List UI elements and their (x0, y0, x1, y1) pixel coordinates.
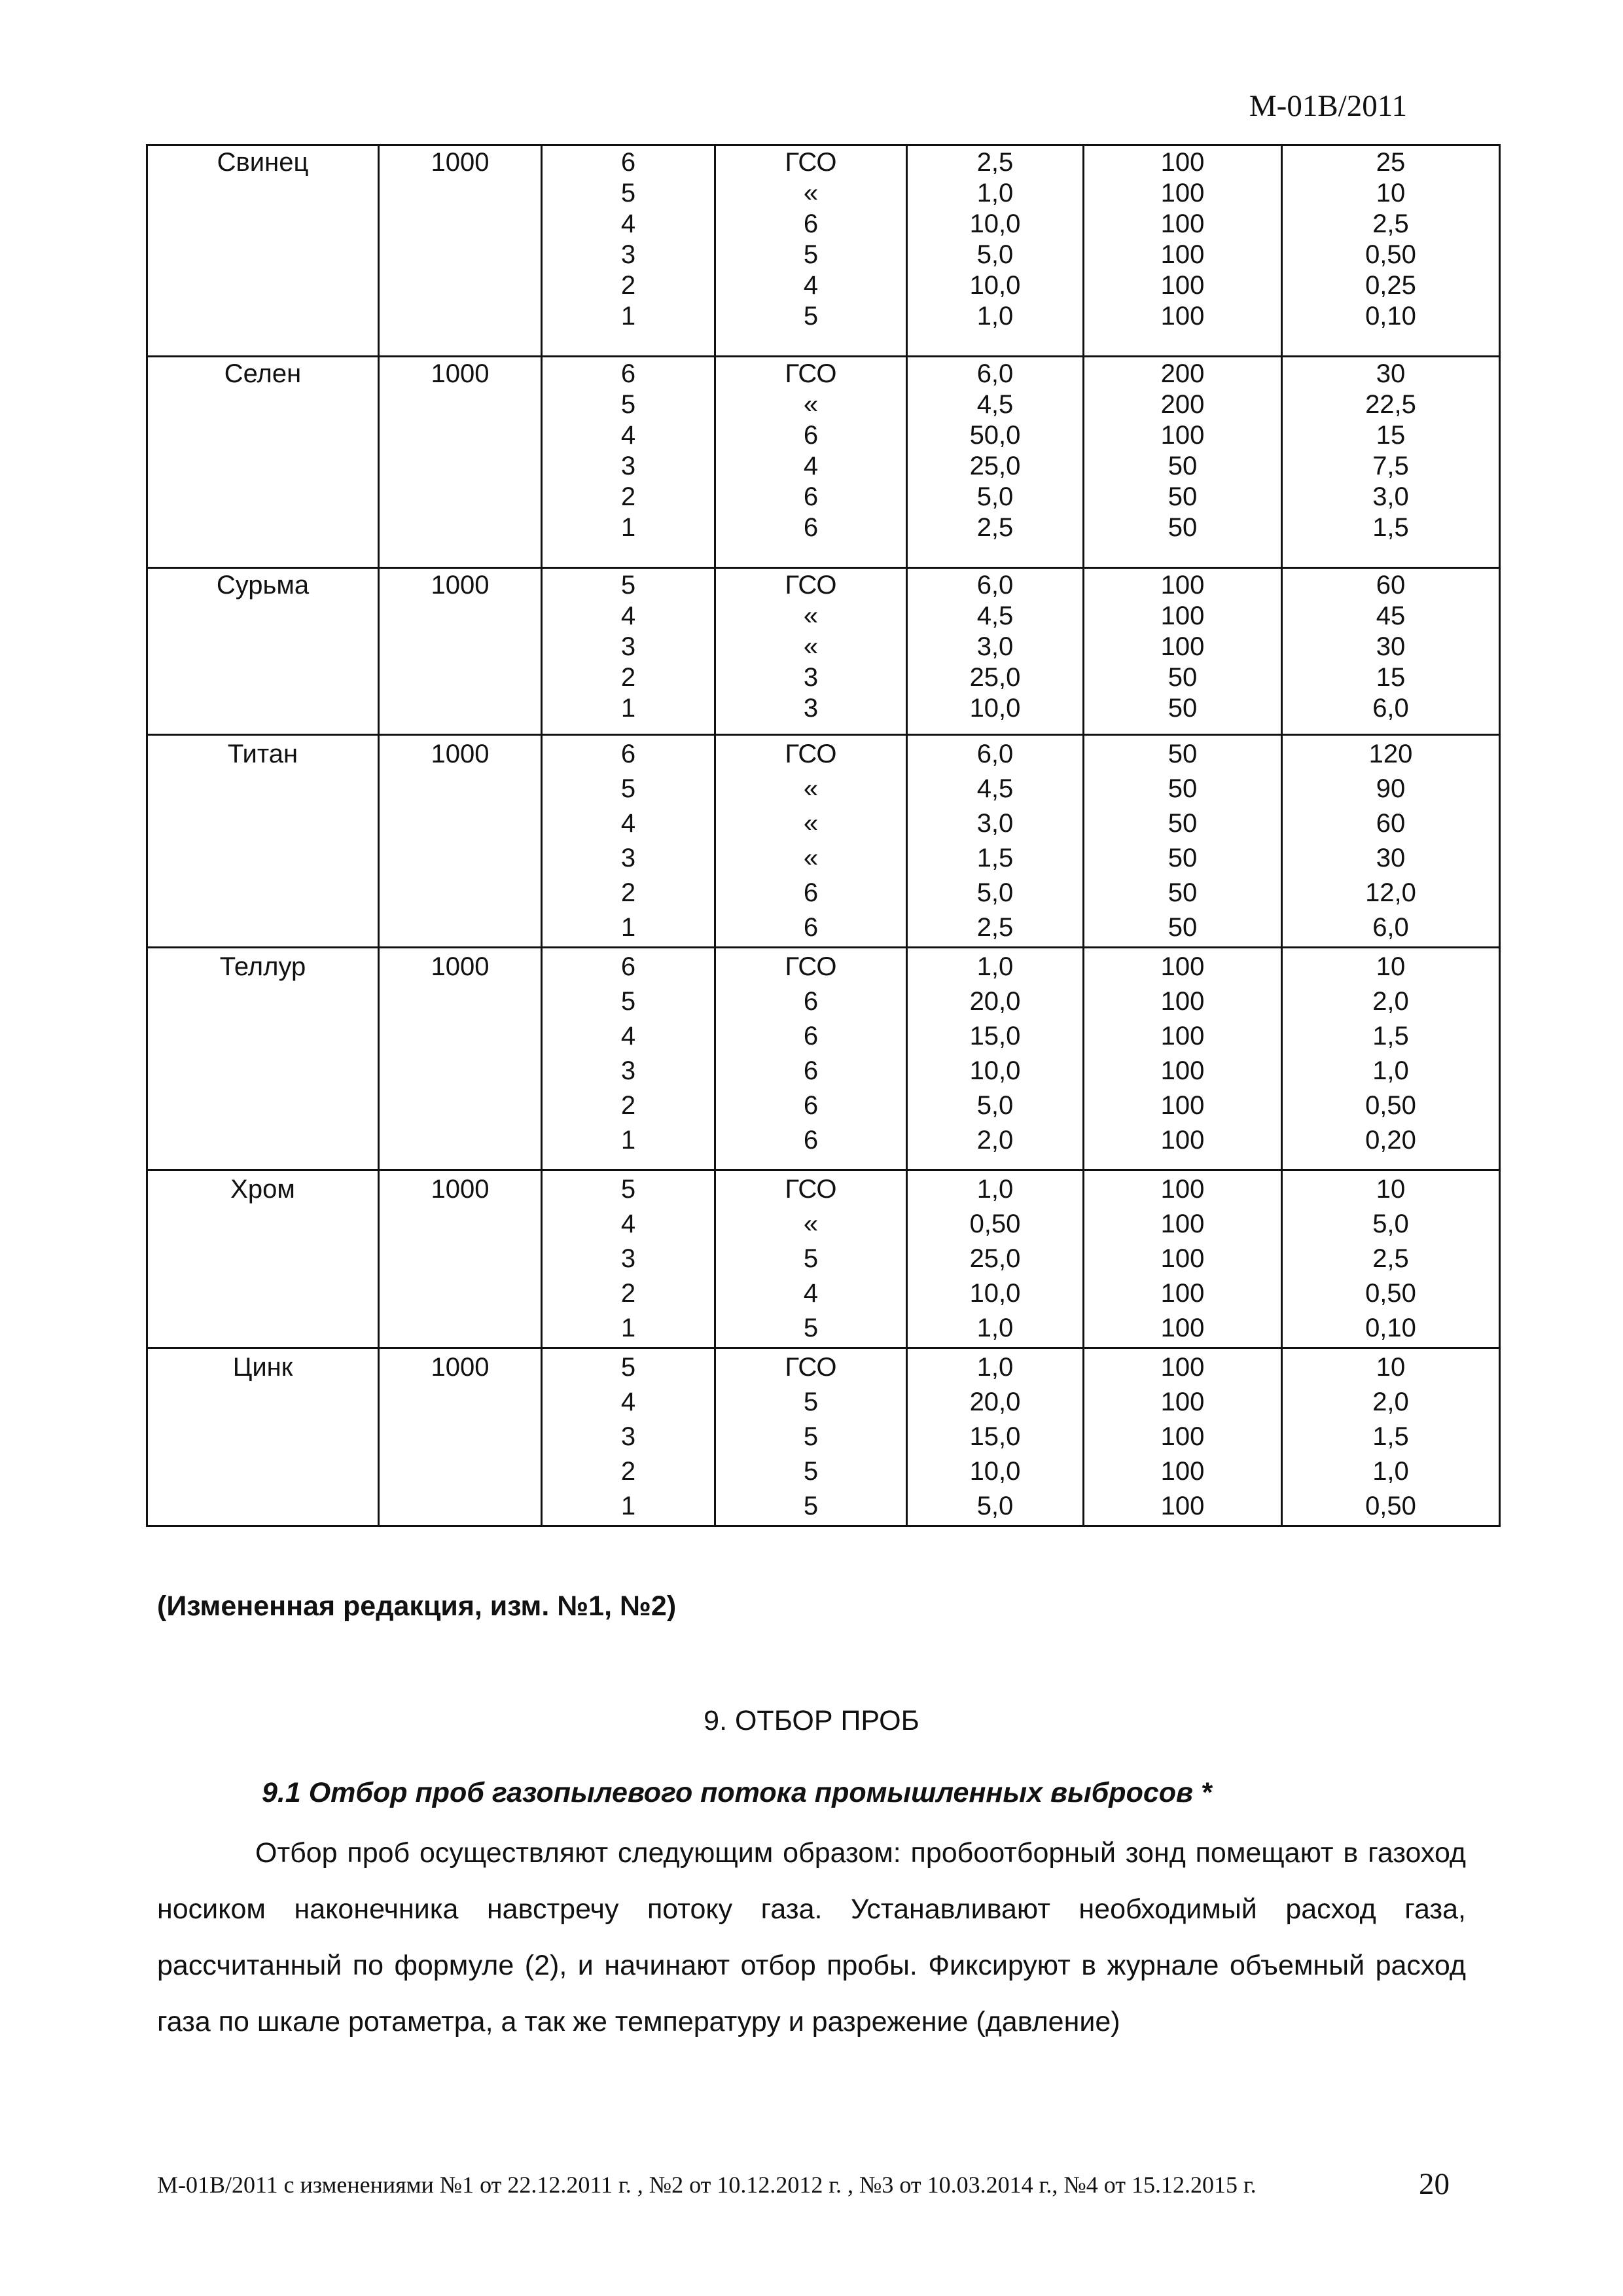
concentrations-value: 0,50 (1365, 1279, 1416, 1308)
table-row (147, 1170, 1500, 1348)
element-name-cell (147, 1348, 379, 1526)
row-volumes-cell (907, 948, 1084, 1170)
element-name-cell (147, 735, 379, 948)
volumes-value: 1,0 (976, 179, 1014, 207)
volumes-value: 1,0 (976, 302, 1014, 331)
concentrations-value: 2,0 (1372, 987, 1409, 1016)
concentrations-value: 90 (1376, 774, 1406, 803)
row-volumes-cell (907, 1170, 1084, 1348)
mass-cell (379, 948, 542, 1170)
row-totals-cell (1084, 1170, 1282, 1348)
element-name: Сурьма (216, 571, 310, 600)
row-totals-cell (1084, 948, 1282, 1170)
totals-value: 50 (1168, 809, 1198, 838)
concentrations-value: 60 (1376, 571, 1406, 600)
volumes-value: 5,0 (976, 240, 1014, 269)
page-number: 20 (1419, 2167, 1450, 2201)
row-numbers-cell (542, 357, 715, 568)
row-sources-cell (715, 1348, 907, 1526)
row-concentrations-cell (1282, 357, 1500, 568)
totals-value: 100 (1160, 179, 1205, 207)
mass-value: 1000 (431, 740, 490, 768)
numbers-value: 6 (620, 148, 636, 177)
volumes-value: 0,50 (969, 1210, 1021, 1238)
mass-cell (379, 735, 542, 948)
numbers-value: 1 (620, 694, 636, 723)
numbers-value: 2 (620, 1279, 636, 1308)
totals-value: 100 (1160, 1091, 1205, 1120)
concentrations-value: 120 (1368, 740, 1413, 768)
totals-value: 50 (1168, 878, 1198, 907)
numbers-value: 1 (620, 1126, 636, 1155)
totals-value: 100 (1160, 1388, 1205, 1416)
element-name-cell (147, 948, 379, 1170)
sources-value: 6 (803, 987, 819, 1016)
element-name: Свинец (217, 148, 309, 177)
concentrations-value: 10 (1376, 1353, 1406, 1382)
volumes-value: 1,5 (976, 844, 1014, 872)
concentrations-value: 15 (1376, 663, 1406, 692)
row-totals-cell (1084, 1348, 1282, 1526)
concentrations-value: 10 (1376, 1175, 1406, 1204)
volumes-value: 10,0 (969, 1056, 1021, 1085)
concentrations-value: 0,10 (1365, 1314, 1416, 1342)
sources-value: 6 (803, 1022, 819, 1050)
volumes-value: 1,0 (976, 1175, 1014, 1204)
numbers-value: 3 (620, 452, 636, 480)
sources-value: 6 (803, 421, 819, 450)
numbers-value: 1 (620, 1492, 636, 1520)
sources-value: ГСО (785, 359, 837, 388)
totals-value: 100 (1160, 571, 1205, 600)
sources-value: 4 (803, 271, 819, 300)
concentrations-value: 6,0 (1372, 694, 1409, 723)
concentrations-value: 60 (1376, 809, 1406, 838)
totals-value: 100 (1160, 987, 1205, 1016)
volumes-value: 2,5 (976, 513, 1014, 542)
totals-value: 50 (1168, 452, 1198, 480)
volumes-value: 4,5 (976, 390, 1014, 419)
volumes-value: 10,0 (969, 209, 1021, 238)
sources-value: ГСО (785, 1175, 837, 1204)
element-name-cell (147, 357, 379, 568)
volumes-value: 10,0 (969, 1279, 1021, 1308)
totals-value: 200 (1160, 390, 1205, 419)
footer-text: М-01В/2011 с изменениями №1 от 22.12.2011 г. , №2 от 10.12.2012 г. , №3 от 10.03.2014 г., №4 от 15.12.2015 г. (157, 2172, 1257, 2198)
element-name-cell (147, 568, 379, 735)
numbers-value: 2 (620, 663, 636, 692)
totals-value: 100 (1160, 209, 1205, 238)
row-concentrations-cell (1282, 145, 1500, 357)
totals-value: 100 (1160, 271, 1205, 300)
row-volumes-cell (907, 1348, 1084, 1526)
element-name: Теллур (219, 952, 306, 981)
numbers-value: 4 (620, 421, 636, 450)
numbers-value: 4 (620, 601, 636, 630)
numbers-value: 4 (620, 809, 636, 838)
numbers-value: 5 (620, 987, 636, 1016)
numbers-value: 2 (620, 482, 636, 511)
totals-value: 50 (1168, 694, 1198, 723)
mass-value: 1000 (431, 952, 490, 981)
numbers-value: 5 (620, 390, 636, 419)
section-heading: 9. ОТБОР ПРОБ (704, 1705, 919, 1736)
volumes-value: 5,0 (976, 878, 1014, 907)
row-volumes-cell (907, 145, 1084, 357)
volumes-value: 5,0 (976, 1492, 1014, 1520)
totals-value: 100 (1160, 601, 1205, 630)
sources-value: 6 (803, 513, 819, 542)
volumes-value: 2,5 (976, 913, 1014, 942)
element-name-cell (147, 145, 379, 357)
table-row (147, 145, 1500, 357)
sources-value: 3 (803, 694, 819, 723)
totals-value: 100 (1160, 1353, 1205, 1382)
numbers-value: 6 (620, 952, 636, 981)
volumes-value: 15,0 (969, 1422, 1021, 1451)
sources-value: 4 (803, 1279, 819, 1308)
sources-value: « (803, 774, 819, 803)
concentrations-value: 0,50 (1365, 1091, 1416, 1120)
totals-value: 100 (1160, 421, 1205, 450)
body-paragraph (157, 1825, 1466, 2050)
totals-value: 50 (1168, 663, 1198, 692)
concentrations-value: 0,50 (1365, 240, 1416, 269)
row-concentrations-cell (1282, 735, 1500, 948)
concentrations-value: 1,0 (1372, 1457, 1409, 1486)
volumes-value: 4,5 (976, 601, 1014, 630)
totals-value: 100 (1160, 952, 1205, 981)
sources-value: 4 (803, 452, 819, 480)
table-row (147, 568, 1500, 735)
table-row (147, 735, 1500, 948)
volumes-value: 5,0 (976, 1091, 1014, 1120)
volumes-value: 10,0 (969, 271, 1021, 300)
numbers-value: 3 (620, 844, 636, 872)
totals-value: 100 (1160, 1244, 1205, 1273)
concentrations-value: 12,0 (1365, 878, 1416, 907)
concentrations-value: 0,20 (1365, 1126, 1416, 1155)
totals-value: 100 (1160, 1279, 1205, 1308)
row-sources-cell (715, 1170, 907, 1348)
sources-value: « (803, 390, 819, 419)
sources-value: 6 (803, 1126, 819, 1155)
row-numbers-cell (542, 1170, 715, 1348)
row-totals-cell (1084, 357, 1282, 568)
volumes-value: 10,0 (969, 1457, 1021, 1486)
totals-value: 50 (1168, 740, 1198, 768)
numbers-value: 2 (620, 1457, 636, 1486)
sources-value: « (803, 632, 819, 661)
numbers-value: 5 (620, 179, 636, 207)
concentrations-value: 45 (1376, 601, 1406, 630)
concentrations-value: 5,0 (1372, 1210, 1409, 1238)
element-name: Селен (224, 359, 302, 388)
row-totals-cell (1084, 735, 1282, 948)
volumes-value: 1,0 (976, 1314, 1014, 1342)
numbers-value: 4 (620, 1388, 636, 1416)
totals-value: 200 (1160, 359, 1205, 388)
sources-value: ГСО (785, 740, 837, 768)
volumes-value: 1,0 (976, 952, 1014, 981)
concentrations-value: 30 (1376, 359, 1406, 388)
concentrations-value: 15 (1376, 421, 1406, 450)
concentrations-value: 10 (1376, 179, 1406, 207)
sources-value: 6 (803, 482, 819, 511)
element-name: Хром (230, 1175, 295, 1204)
mass-cell (379, 1170, 542, 1348)
numbers-value: 2 (620, 271, 636, 300)
concentrations-value: 1,5 (1372, 513, 1409, 542)
element-name-cell (147, 1170, 379, 1348)
totals-value: 100 (1160, 1210, 1205, 1238)
sources-value: 5 (803, 240, 819, 269)
mass-value: 1000 (431, 148, 490, 177)
element-name: Титан (227, 740, 298, 768)
row-numbers-cell (542, 568, 715, 735)
sources-value: 5 (803, 1388, 819, 1416)
volumes-value: 6,0 (976, 571, 1014, 600)
totals-value: 50 (1168, 844, 1198, 872)
numbers-value: 5 (620, 1175, 636, 1204)
numbers-value: 3 (620, 1244, 636, 1273)
volumes-value: 10,0 (969, 694, 1021, 723)
sources-value: 6 (803, 1056, 819, 1085)
sources-value: « (803, 179, 819, 207)
row-numbers-cell (542, 948, 715, 1170)
sources-value: 5 (803, 1457, 819, 1486)
row-volumes-cell (907, 568, 1084, 735)
sources-value: ГСО (785, 1353, 837, 1382)
row-concentrations-cell (1282, 948, 1500, 1170)
concentrations-value: 30 (1376, 844, 1406, 872)
volumes-value: 6,0 (976, 740, 1014, 768)
sources-value: ГСО (785, 148, 837, 177)
subsection-heading: 9.1 Отбор проб газопылевого потока промышленных выбросов * (262, 1777, 1212, 1808)
sources-value: 6 (803, 913, 819, 942)
row-volumes-cell (907, 735, 1084, 948)
concentrations-value: 0,50 (1365, 1492, 1416, 1520)
sources-value: ГСО (785, 571, 837, 600)
concentrations-value: 3,0 (1372, 482, 1409, 511)
sources-value: « (803, 601, 819, 630)
volumes-value: 5,0 (976, 482, 1014, 511)
totals-value: 100 (1160, 1492, 1205, 1520)
sources-value: 5 (803, 1422, 819, 1451)
mass-value: 1000 (431, 571, 490, 600)
sources-value: 3 (803, 663, 819, 692)
volumes-value: 25,0 (969, 663, 1021, 692)
mass-cell (379, 145, 542, 357)
totals-value: 100 (1160, 1022, 1205, 1050)
volumes-value: 25,0 (969, 1244, 1021, 1273)
mass-value: 1000 (431, 1175, 490, 1204)
concentrations-value: 7,5 (1372, 452, 1409, 480)
concentrations-value: 0,10 (1365, 302, 1416, 331)
mass-value: 1000 (431, 1353, 490, 1382)
volumes-value: 6,0 (976, 359, 1014, 388)
table-row (147, 948, 1500, 1170)
row-sources-cell (715, 735, 907, 948)
numbers-value: 3 (620, 240, 636, 269)
volumes-value: 20,0 (969, 1388, 1021, 1416)
numbers-value: 1 (620, 1314, 636, 1342)
totals-value: 100 (1160, 632, 1205, 661)
numbers-value: 6 (620, 740, 636, 768)
numbers-value: 2 (620, 1091, 636, 1120)
row-concentrations-cell (1282, 1348, 1500, 1526)
totals-value: 100 (1160, 1175, 1205, 1204)
numbers-value: 3 (620, 1422, 636, 1451)
concentrations-value: 1,5 (1372, 1022, 1409, 1050)
mass-cell (379, 1348, 542, 1526)
volumes-value: 25,0 (969, 452, 1021, 480)
numbers-value: 5 (620, 1353, 636, 1382)
body-paragraph-text: Отбор проб осуществляют следующим образом: пробоотборный зонд помещают в газоход носиком наконечника навстречу потоку газа. Устанавливают необходимый расход газа, рассчитанный по формуле (2), и начинают отбор пробы. Фиксируют в журнале объемный расход газа по шкале ротаметра, а так же температуру и разрежение (давление) (157, 1837, 1466, 2037)
concentrations-value: 6,0 (1372, 913, 1409, 942)
sources-value: « (803, 809, 819, 838)
totals-value: 100 (1160, 148, 1205, 177)
volumes-value: 2,5 (976, 148, 1014, 177)
row-numbers-cell (542, 145, 715, 357)
concentrations-value: 30 (1376, 632, 1406, 661)
mass-cell (379, 568, 542, 735)
sources-value: ГСО (785, 952, 837, 981)
table-row (147, 1348, 1500, 1526)
row-sources-cell (715, 357, 907, 568)
volumes-value: 3,0 (976, 809, 1014, 838)
sources-value: 5 (803, 1314, 819, 1342)
numbers-value: 1 (620, 302, 636, 331)
sources-value: « (803, 844, 819, 872)
sources-value: 6 (803, 878, 819, 907)
volumes-value: 1,0 (976, 1353, 1014, 1382)
numbers-value: 6 (620, 359, 636, 388)
volumes-value: 3,0 (976, 632, 1014, 661)
totals-value: 50 (1168, 482, 1198, 511)
totals-value: 50 (1168, 513, 1198, 542)
concentrations-value: 0,25 (1365, 271, 1416, 300)
concentrations-value: 22,5 (1365, 390, 1416, 419)
numbers-value: 5 (620, 774, 636, 803)
totals-value: 100 (1160, 1056, 1205, 1085)
row-sources-cell (715, 145, 907, 357)
sources-value: 6 (803, 1091, 819, 1120)
revision-note: (Измененная редакция, изм. №1, №2) (157, 1590, 677, 1622)
sources-value: 5 (803, 1492, 819, 1520)
totals-value: 100 (1160, 1314, 1205, 1342)
numbers-value: 3 (620, 1056, 636, 1085)
concentrations-value: 2,5 (1372, 1244, 1409, 1273)
concentrations-value: 2,0 (1372, 1388, 1409, 1416)
totals-value: 100 (1160, 1457, 1205, 1486)
numbers-value: 4 (620, 1022, 636, 1050)
element-name: Цинк (232, 1353, 293, 1382)
concentrations-value: 25 (1376, 148, 1406, 177)
concentrations-value: 10 (1376, 952, 1406, 981)
concentrations-value: 2,5 (1372, 209, 1409, 238)
volumes-value: 4,5 (976, 774, 1014, 803)
totals-value: 100 (1160, 1126, 1205, 1155)
totals-value: 100 (1160, 1422, 1205, 1451)
volumes-value: 15,0 (969, 1022, 1021, 1050)
concentrations-value: 1,5 (1372, 1422, 1409, 1451)
row-totals-cell (1084, 568, 1282, 735)
standards-table (146, 144, 1501, 1527)
sources-value: « (803, 1210, 819, 1238)
numbers-value: 1 (620, 913, 636, 942)
row-sources-cell (715, 948, 907, 1170)
numbers-value: 2 (620, 878, 636, 907)
totals-value: 50 (1168, 774, 1198, 803)
mass-cell (379, 357, 542, 568)
numbers-value: 1 (620, 513, 636, 542)
volumes-value: 50,0 (969, 421, 1021, 450)
numbers-value: 3 (620, 632, 636, 661)
sources-value: 5 (803, 1244, 819, 1273)
totals-value: 50 (1168, 913, 1198, 942)
table-body (147, 145, 1500, 1526)
numbers-value: 4 (620, 1210, 636, 1238)
totals-value: 100 (1160, 240, 1205, 269)
concentrations-value: 1,0 (1372, 1056, 1409, 1085)
row-volumes-cell (907, 357, 1084, 568)
volumes-value: 2,0 (976, 1126, 1014, 1155)
row-numbers-cell (542, 735, 715, 948)
header-doc-code: М-01В/2011 (1249, 89, 1407, 123)
row-concentrations-cell (1282, 568, 1500, 735)
table-row (147, 357, 1500, 568)
row-numbers-cell (542, 1348, 715, 1526)
mass-value: 1000 (431, 359, 490, 388)
sources-value: 5 (803, 302, 819, 331)
row-concentrations-cell (1282, 1170, 1500, 1348)
totals-value: 100 (1160, 302, 1205, 331)
row-totals-cell (1084, 145, 1282, 357)
volumes-value: 20,0 (969, 987, 1021, 1016)
row-sources-cell (715, 568, 907, 735)
sources-value: 6 (803, 209, 819, 238)
numbers-value: 4 (620, 209, 636, 238)
numbers-value: 5 (620, 571, 636, 600)
